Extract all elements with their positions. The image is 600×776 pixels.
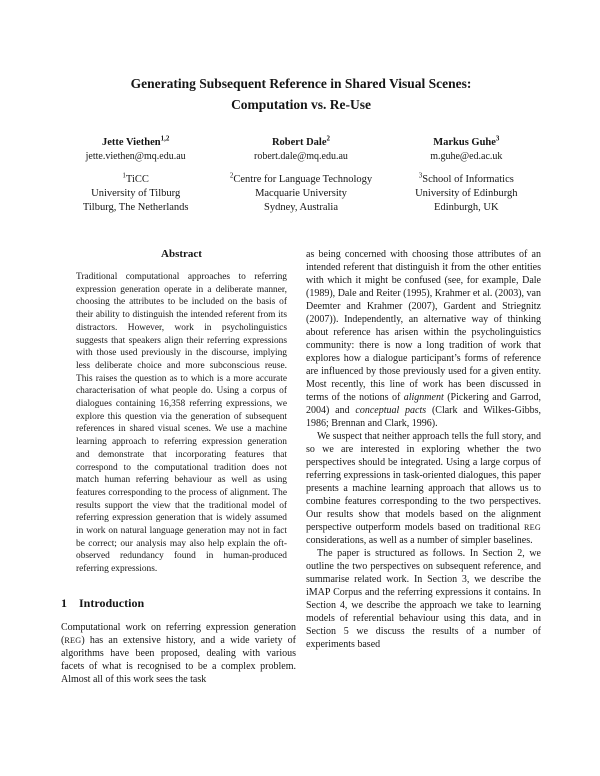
author-1-name: Jette Viethen$^{1,2}$ — [101, 134, 170, 148]
abstract-heading: Abstract — [161, 248, 202, 260]
conceptual-pacts-term: conceptual pacts — [355, 405, 427, 416]
author-block — [53, 136, 549, 215]
right-paragraph-1: as being concerned with choosing those attributes of an intended referent that distinguish it from the other entities with which it might be confused (see, for example, Dale (1989), Dale and Reiter (1995), Krahmer et al. (2003), van Deemter and Krahmer (2007), Gardent and Striegnitz (2007)). Independently, an alternative way of thinking about reference has arisen within the psycholinguistics community: there is now a long tradition of work that explores how a dialogue participant’s forms of reference are influenced by those previously used for a given entity. Most recently, this line of work has been discussed in terms of the notions of alignment (Pickering and Garrod, 2004) and conceptual pacts (Clark and Wilkes-Gibbs, 1986; Brennan and Clark, 1996). — [306, 249, 541, 429]
author-3-name: Markus Guhe$^3$ — [433, 134, 500, 148]
right-paragraph-3: The paper is structured as follows. In Section 2, we outline the two perspectives on subsequent reference, and summarise related work. In Section 3, we describe the iMAP Corpus and the referring expressions it contains. In Section 4, we describe the approach we take to learning models of referential behaviour using this data, and in Section 5 we discuss the results of a number of experiments based — [306, 548, 541, 650]
section-1-number: 1 — [61, 595, 67, 610]
right-column — [306, 248, 541, 686]
right-paragraph-2: We suspect that neither approach tells the full story, and so we are interested in exploring whether the two perspectives should be integrated. Using a large corpus of referring expressions in task-oriented dialogues, this paper presents a machine learning approach that allows us to combine features corresponding to the two perspectives. Our results show that models based on the alignment perspective outperform models based on traditional REG considerations, as well as a number of simpler baselines. — [306, 431, 541, 546]
body-columns — [61, 248, 541, 686]
author-2-affil-line1: $^2$Centre for Language Technology — [229, 171, 373, 185]
author-2-affil-line2: Macquarie University — [255, 188, 347, 199]
author-1-affil-line3: Tilburg, The Netherlands — [82, 202, 189, 213]
author-1-affil-marker: 1 — [122, 171, 126, 180]
author-2-affil-marker: 2 — [229, 171, 234, 180]
left-column — [61, 248, 296, 686]
author-3-affil-line3: Edinburgh, UK — [434, 202, 499, 213]
section-1-heading — [61, 596, 296, 611]
author-2-affiliation — [218, 173, 383, 215]
alignment-term: alignment — [403, 392, 444, 403]
section-1-title: Introduction — [79, 595, 145, 610]
paper-title-line2: Computation vs. Re-Use — [231, 97, 371, 112]
author-1-affiliation — [53, 173, 218, 215]
author-3-email: m.guhe@ed.ac.uk — [430, 151, 503, 162]
author-1-affil-line1: $^1$TiCC — [122, 171, 149, 185]
author-2-email: robert.dale@mq.edu.au — [254, 151, 348, 162]
author-3-affil-marker: 3 — [418, 171, 423, 180]
author-2-superscript: 2 — [326, 134, 330, 143]
reg-acronym: REG — [64, 635, 82, 645]
paper-title-line1: Generating Subsequent Reference in Shared Visual Scenes: — [130, 76, 472, 91]
author-2-name: Robert Dale$^2$ — [271, 134, 330, 148]
author-3-superscript: 3 — [495, 134, 500, 143]
author-1-email: jette.viethen@mq.edu.au — [85, 151, 186, 162]
author-3-affiliation — [384, 173, 549, 215]
reg-acronym: REG — [524, 523, 541, 532]
author-1-superscript: 1,2 — [160, 134, 170, 143]
author-3-affil-line1: $^3$School of Informatics — [418, 171, 514, 185]
author-1-affil-line2: University of Tilburg — [91, 188, 181, 199]
author-2 — [218, 136, 383, 215]
author-2-affil-line3: Sydney, Australia — [264, 202, 338, 213]
paper-title — [61, 73, 541, 115]
abstract-section — [76, 248, 287, 576]
abstract-text: Traditional computational approaches to referring expression generation operate in a deliberate manner, choosing the attributes to be included on the basis of their ability to distinguish the intended referent from its distractors. However, work in psycholinguistics suggests that speakers align their referring expressions with those used previously in the discourse, implying less deliberate choice and more subconscious reuse. This raises the question as to which is a more accurate characterisation of what people do. Using a corpus of dialogues containing 16,358 referring expressions, we explore this question via the generation of subsequent references in shared visual scenes. We use a machine learning approach to referring expression generation and demonstrate that incorporating features that correspond to the computational tradition does not match human referring behaviour as well as using features corresponding to the process of alignment. The results support the view that the traditional model of referring expression generation that is widely assumed in work on natural language generation may not in fact be correct; our analysis may also help explain the oft-observed redundancy found in human-produced referring expressions. — [76, 272, 287, 575]
intro-paragraph: Computational work on referring expression generation (REG) has an extensive history, and a wide variety of algorithms have been proposed, dealing with various facets of what is recognised to be a complex problem. Almost all of this work sees the task — [61, 621, 296, 685]
author-3 — [384, 136, 549, 215]
author-1 — [53, 136, 218, 215]
author-3-affil-line2: University of Edinburgh — [415, 188, 518, 199]
